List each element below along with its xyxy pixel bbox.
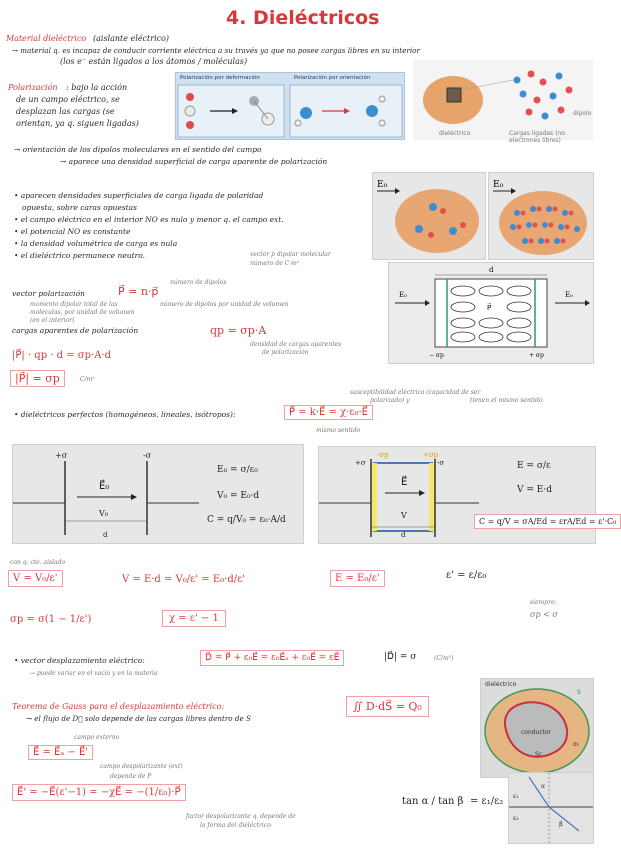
- cd-eq1: E = σ/ε: [517, 461, 551, 471]
- v-formula: V = V₀/ε': [8, 570, 63, 587]
- cd-eq3: C = q/V = σA/Ed = εrA/Ed = ε'·C₀: [474, 514, 621, 529]
- bullet-4: • la densidad volumétrica de carga es nula: [14, 239, 178, 248]
- dielectric-blob-2-diagram: [489, 173, 593, 259]
- page-title: 4. Dieléctricos: [226, 7, 380, 29]
- gauss-fig-s: S: [577, 689, 581, 696]
- eq-polarization-2: |P⃗| = σp: [10, 370, 65, 387]
- perfect-note3: tienen el mismo sentido: [470, 397, 543, 404]
- apparent-note1: densidad de cargas aparentes: [250, 341, 342, 348]
- constant-note: con q. cte. aislado: [10, 559, 66, 566]
- cd-minus-p: -σp: [377, 451, 389, 459]
- svg-text:E₀: E₀: [565, 291, 573, 299]
- side-note1: siempre:: [530, 599, 557, 606]
- chi-formula: χ = ε' − 1: [162, 610, 226, 627]
- refraction-left: tan α / tan β: [402, 796, 464, 807]
- bullet-2: • el campo eléctrico en el interior NO es nulo y menor q. el campo ext.: [14, 215, 284, 224]
- refraction-right: = ε₁/ε₂: [470, 796, 504, 807]
- capacitor-dielectric-figure: [318, 446, 596, 544]
- note-top2: número de C·m²: [250, 260, 300, 267]
- svg-text:d: d: [489, 266, 494, 274]
- svg-text:− σp: − σp: [429, 352, 444, 359]
- cd-plus: +σ: [355, 459, 366, 467]
- e-chain: E⃗' = −E⃗(ε'−1) = −χE⃗ = −(1/ε₀)·P⃗: [12, 784, 186, 801]
- gauss-label: Teorema de Gauss para el desplazamiento eléctrico:: [12, 702, 225, 711]
- perfect-note4: mismo sentido: [316, 427, 361, 434]
- refraction-e1: ε₁: [513, 793, 519, 800]
- refraction-figure: [508, 772, 594, 844]
- gauss-fig-sigma: σ₁: [573, 741, 580, 748]
- material-heading-note: (aislante eléctrico): [93, 34, 170, 43]
- polarization-figure: [175, 72, 405, 140]
- bullet-1b: opuesta, sobre caras opuestas: [22, 203, 137, 212]
- label-dielectric: dieléctrico: [439, 130, 471, 137]
- material-line2: (los e⁻ están ligados a los átomos / moléculas): [60, 57, 248, 66]
- cv-field: E⃗₀: [99, 481, 110, 492]
- displacement-text: • vector desplazamiento eléctrico:: [14, 656, 145, 665]
- dielectric-field-figure-1: [372, 172, 486, 260]
- ep-note: campo externo: [74, 734, 120, 741]
- cd-plus-p: +σp: [423, 451, 439, 459]
- gauss-text: → el flujo de D⃗ solo depende de las cargas libres dentro de S: [26, 714, 251, 723]
- perfect-dielectrics-text: • dieléctricos perfectos (homogéneos, lineales, isótropos):: [14, 410, 236, 419]
- cv-eq3: C = q/V₀ = ε₀·A/d: [207, 515, 286, 525]
- cd-voltage: V: [401, 511, 407, 520]
- gauss-fig-sc: Sc: [535, 751, 543, 758]
- dielectric-blob-diagram: [413, 60, 593, 140]
- svg-text:+ σp: + σp: [529, 352, 544, 359]
- cd-minus: -σ: [437, 459, 445, 467]
- cv-distance: d: [103, 531, 108, 539]
- dielectric-blob-1-diagram: [373, 173, 485, 259]
- final-note2: la forma del dieléctrico: [200, 822, 271, 829]
- svg-text:E₀: E₀: [399, 291, 407, 299]
- note-left3: (en el interior): [30, 317, 75, 324]
- dielectric-field-figure-2: [488, 172, 594, 260]
- fig-orientation-caption: Polarización por orientación: [294, 75, 371, 81]
- polarization-label: Polarización: [8, 83, 58, 92]
- refraction-diagram: [509, 773, 593, 843]
- svg-text:E₀: E₀: [377, 180, 388, 190]
- note-mid-top: número de dipolos: [170, 279, 227, 286]
- gauss-fig-dielectric: dieléctrico: [485, 681, 517, 688]
- eps-formula: ε' = ε/ε₀: [446, 570, 487, 581]
- gauss-formula: ∬ D·dS⃗ = Q₀: [346, 696, 429, 717]
- apparent-formula: qp = σp·A: [210, 324, 267, 337]
- molecule-diagram: [176, 83, 404, 139]
- dielectric-charges-figure: [413, 60, 593, 144]
- eq-polarization-1: |P⃗| · qp · d = σp·A·d: [12, 350, 111, 361]
- refraction-e2: ε₂: [513, 815, 519, 822]
- ep-note3: depende de P: [110, 773, 152, 780]
- polarization-vector-formula: P⃗ = n·p⃗: [118, 285, 159, 298]
- refraction-beta: β: [559, 821, 563, 828]
- gauss-fig-conductor: conductor: [521, 729, 552, 736]
- v-chain: V = E·d = V₀/ε' = E₀·d/ε': [122, 574, 246, 585]
- bullet-5: • el dieléctrico permanece neutro.: [14, 251, 145, 260]
- polarization-text4: orientan, ya q. siguen ligadas): [16, 119, 139, 128]
- cv-eq1: E₀ = σ/ε₀: [217, 465, 258, 475]
- polarization-vector-label: vector polarización: [12, 289, 85, 298]
- displacement-units: (C/m²): [434, 655, 454, 662]
- ep-note2: campo despolarizante (ext): [100, 763, 183, 770]
- refraction-alpha: α: [541, 783, 545, 790]
- capacitor-vacuum-figure: [12, 444, 304, 544]
- bullet-1: • aparecen densidades superficiales de carga ligada de polaridad: [14, 191, 264, 200]
- note-left1: momento dipolar total de las: [30, 301, 118, 308]
- svg-text:E₀: E₀: [493, 180, 504, 190]
- e-formula: E = E₀/ε': [330, 570, 385, 587]
- perfect-note2: polarizado) y: [370, 397, 410, 404]
- displacement-modulus: |D⃗| = σ: [384, 652, 417, 662]
- displacement-note: → puede variar en el vacío y en la materia: [30, 670, 158, 677]
- apparent-note2: de polarización: [262, 349, 309, 356]
- polarization-text3: desplazan las cargas (se: [16, 107, 115, 116]
- label-dipole: dipolo: [573, 110, 592, 117]
- capacitor-dipoles-diagram: [389, 263, 593, 363]
- cd-distance: d: [401, 531, 406, 539]
- apparent-label: cargas aparentes de polarización: [12, 326, 139, 335]
- cv-voltage: V₀: [99, 509, 108, 518]
- sigma-formula: σp = σ(1 − 1/ε'): [10, 614, 92, 625]
- note-left2: moléculas, por unidad de volumen: [30, 309, 135, 316]
- note-mid: número de dipolos por unidad de volumen: [160, 301, 289, 308]
- polarization-result2: → aparece una densidad superficial de carga aparente de polarización: [60, 157, 328, 166]
- svg-text:P⃗: P⃗: [487, 304, 492, 312]
- displacement-formula: D⃗ = P⃗ + ε₀E⃗ = ε₀E⃗ₐ + ε₀E⃗ = εE⃗: [200, 650, 344, 666]
- label-bound-charges: Cargas ligadas (no electrones libres): [509, 130, 565, 144]
- bullet-3: • el potencial NO es constante: [14, 227, 131, 236]
- e-relation: E⃗ = E⃗ₐ − E⃗': [28, 745, 93, 760]
- cd-eq2: V = E·d: [517, 485, 552, 495]
- polarization-text2: de un campo eléctrico, se: [16, 95, 120, 104]
- cv-plus: +σ: [55, 451, 68, 460]
- note-top: vector p dipolar molecular: [250, 251, 331, 258]
- material-heading: Material dieléctrico: [6, 34, 87, 43]
- side-note2: σp < σ: [530, 610, 558, 619]
- perfect-dielectrics-formula: P⃗ = k·E⃗ = χ·ε₀·E⃗: [284, 405, 373, 420]
- eq-polarization-units: C/m²: [80, 376, 95, 383]
- cv-minus: -σ: [143, 451, 152, 460]
- cd-field: E⃗: [401, 477, 408, 488]
- fig-deformation-caption: Polarización por deformación: [180, 75, 260, 81]
- polarization-result1: → orientación de los dipolos moleculares en el sentido del campo: [14, 145, 262, 154]
- cv-eq2: V₀ = E₀·d: [217, 491, 260, 501]
- gauss-figure: [480, 678, 594, 778]
- perfect-note1: susceptibilidad eléctrica (capacidad de ser: [350, 389, 481, 396]
- material-line1: → material q. es incapaz de conducir corriente eléctrica a su través ya que no posee cargas libres en su interior: [12, 46, 420, 55]
- final-note1: factor despolarizante q. depende de: [186, 813, 296, 820]
- polarization-text1: : bajo la acción: [66, 83, 128, 92]
- capacitor-dipoles-figure: [388, 262, 594, 364]
